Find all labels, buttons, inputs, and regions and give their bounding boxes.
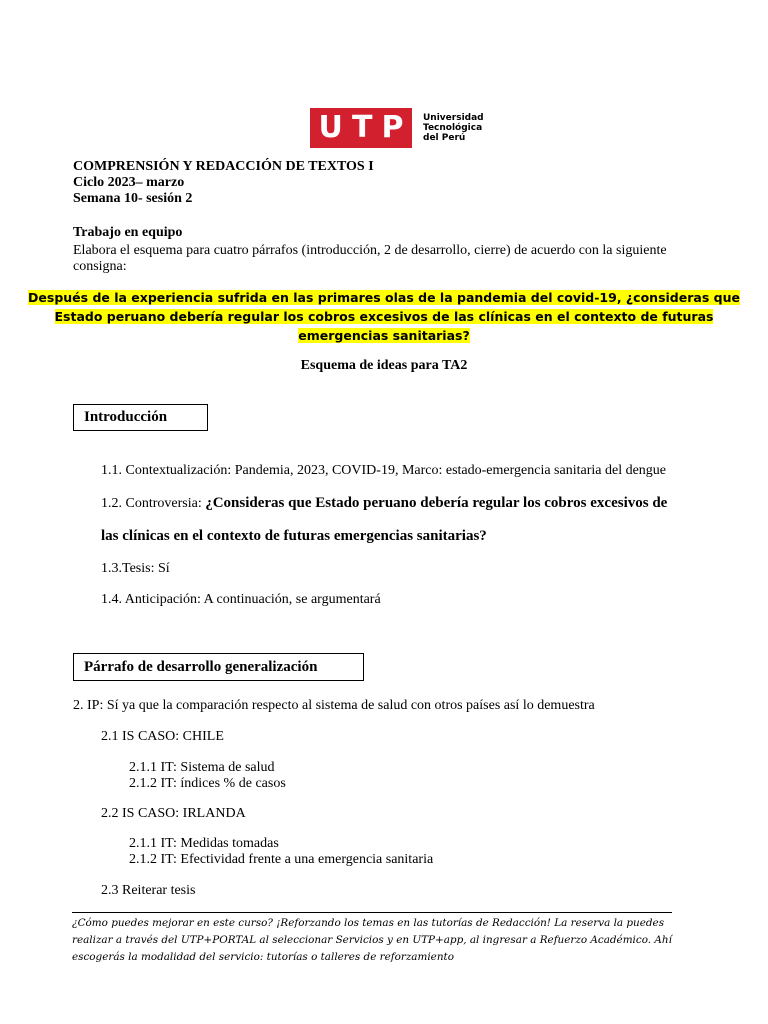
- logo-letter-t: T: [351, 110, 373, 145]
- intro-item-thesis: 1.3.Tesis: Sí: [101, 561, 170, 576]
- reiterate-thesis: 2.3 Reiterar tesis: [101, 883, 196, 898]
- university-name: [423, 113, 484, 143]
- intro-item-controversy: [101, 494, 667, 513]
- utp-logo-mark: [310, 108, 412, 148]
- irlanda-it1: 2.1.1 IT: Medidas tomadas: [129, 836, 279, 851]
- footer-line3: escogerás la modalidad del servicio: tutorías o talleres de reforzamiento: [72, 951, 454, 963]
- prompt-line3-text: emergencias sanitarias?: [298, 328, 470, 343]
- cycle-line: Ciclo 2023– marzo: [73, 175, 185, 190]
- introduction-heading-box: [73, 404, 208, 431]
- development-heading: Párrafo de desarrollo generalización: [84, 658, 318, 675]
- prompt-line3: [0, 326, 768, 345]
- week-line: Semana 10- sesión 2: [73, 191, 193, 206]
- prompt-line1-text: Después de la experiencia sufrida en las primares olas de la pandemia del covid-19, ¿consideras que: [28, 290, 740, 305]
- logo-letter-p: P: [381, 110, 404, 145]
- introduction-heading: Introducción: [84, 409, 168, 425]
- instruction-line1: Elabora el esquema para cuatro párrafos (introducción, 2 de desarrollo, cierre) de acuerdo con la siguiente: [73, 243, 667, 258]
- prompt-line2-text: Estado peruano debería regular los cobros excesivos de las clínicas en el contexto de futuras: [54, 309, 714, 324]
- instruction-line2: consigna:: [73, 259, 127, 274]
- intro-item-anticipation: 1.4. Anticipación: A continuación, se argumentará: [101, 592, 381, 607]
- university-name-line1: Universidad: [423, 113, 484, 123]
- footer-line1: ¿Cómo puedes mejorar en este curso? ¡Reforzando los temas en las tutorías de Redacción! La reserva la puedes: [72, 917, 665, 929]
- logo-letter-u: U: [318, 110, 343, 145]
- controversy-question-line1: ¿Consideras que Estado peruano debería regular los cobros excesivos de: [205, 495, 668, 511]
- footer-line2: realizar a través del UTP+PORTAL al seleccionar Servicios y en UTP+app, al ingresar a Refuerzo Académico. Ahí: [72, 934, 672, 946]
- prompt-line2: [0, 307, 768, 326]
- university-name-line2: Tecnológica: [423, 123, 483, 133]
- footer-divider: [72, 912, 672, 913]
- utp-logo: [310, 108, 484, 148]
- intro-item-contextualization: 1.1. Contextualización: Pandemia, 2023, COVID-19, Marco: estado-emergencia sanitaria del dengue: [101, 463, 667, 478]
- development-ip: 2. IP: Sí ya que la comparación respecto al sistema de salud con otros países así lo demuestra: [73, 698, 595, 713]
- assignment-title: Trabajo en equipo: [73, 225, 183, 240]
- irlanda-it2: 2.1.2 IT: Efectividad frente a una emergencia sanitaria: [129, 852, 434, 867]
- footer-note: [72, 915, 682, 966]
- case-irlanda: 2.2 IS CASO: IRLANDA: [101, 806, 246, 821]
- controversy-question-line2: las clínicas en el contexto de futuras emergencias sanitarias?: [101, 528, 487, 544]
- university-name-line3: del Perú: [423, 133, 466, 143]
- development-heading-box: [73, 653, 364, 681]
- scheme-title: Esquema de ideas para TA2: [300, 358, 468, 373]
- course-title: COMPRENSIÓN Y REDACCIÓN DE TEXTOS I: [73, 159, 374, 174]
- controversy-prefix: 1.2. Controversia:: [101, 496, 206, 511]
- chile-it2: 2.1.2 IT: índices % de casos: [129, 776, 286, 791]
- chile-it1: 2.1.1 IT: Sistema de salud: [129, 760, 275, 775]
- case-chile: 2.1 IS CASO: CHILE: [101, 729, 224, 744]
- prompt-line1: [0, 288, 768, 307]
